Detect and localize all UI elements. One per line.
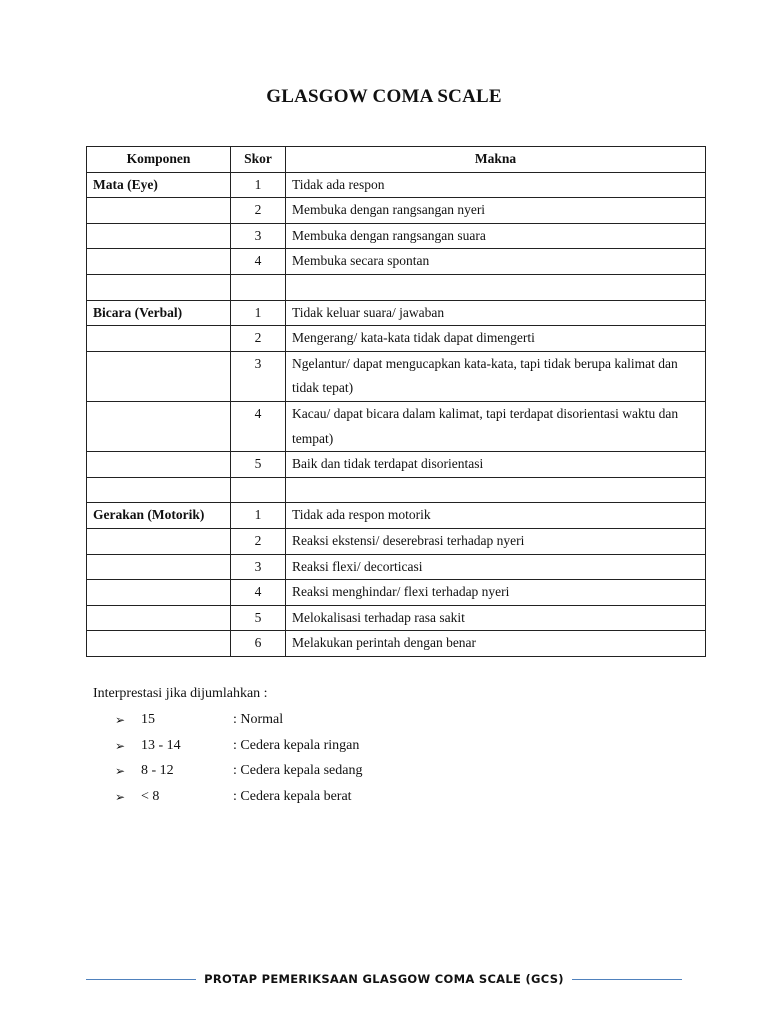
komponen-cell: Bicara (Verbal) xyxy=(87,300,231,326)
makna-cell: Tidak ada respon motorik xyxy=(286,503,706,529)
makna-cell: Ngelantur/ dapat mengucapkan kata-kata, tapi tidak berupa kalimat dan tidak tepat) xyxy=(286,351,706,401)
makna-cell: Reaksi flexi/ decorticasi xyxy=(286,554,706,580)
interpretation-item xyxy=(93,736,362,762)
arrow-bullet-icon: ➢ xyxy=(115,764,126,778)
makna-cell: Membuka dengan rangsangan suara xyxy=(286,223,706,249)
interpretation-list xyxy=(93,710,362,812)
skor-cell: 5 xyxy=(231,605,286,631)
footer-rule-right xyxy=(572,979,682,980)
komponen-cell xyxy=(87,401,231,451)
score-meaning: : Cedera kepala berat xyxy=(233,788,352,804)
skor-cell: 3 xyxy=(231,554,286,580)
table-body xyxy=(87,172,706,656)
skor-cell: 1 xyxy=(231,503,286,529)
komponen-cell xyxy=(87,528,231,554)
gcs-table xyxy=(86,146,706,657)
page-title: GLASGOW COMA SCALE xyxy=(266,86,502,107)
table-row xyxy=(87,172,706,198)
makna-cell: Reaksi menghindar/ flexi terhadap nyeri xyxy=(286,580,706,606)
skor-cell: 4 xyxy=(231,401,286,451)
skor-cell: 1 xyxy=(231,172,286,198)
table-row xyxy=(87,631,706,657)
table-row xyxy=(87,452,706,478)
interpretation-item xyxy=(93,787,362,813)
skor-cell: 2 xyxy=(231,326,286,352)
makna-cell: Melokalisasi terhadap rasa sakit xyxy=(286,605,706,631)
makna-cell: Reaksi ekstensi/ deserebrasi terhadap nyeri xyxy=(286,528,706,554)
table-row xyxy=(87,605,706,631)
score-meaning: : Cedera kepala ringan xyxy=(233,737,360,753)
makna-cell xyxy=(286,274,706,300)
table-row xyxy=(87,351,706,401)
interpretation-section xyxy=(93,685,362,812)
komponen-cell xyxy=(87,631,231,657)
komponen-cell xyxy=(87,554,231,580)
interpretation-heading: Interprestasi jika dijumlahkan : xyxy=(93,686,268,701)
skor-cell xyxy=(231,477,286,503)
table-row xyxy=(87,326,706,352)
score-meaning: : Normal xyxy=(233,712,284,727)
skor-cell: 6 xyxy=(231,631,286,657)
footer-text: PROTAP PEMERIKSAAN GLASGOW COMA SCALE (GCS) xyxy=(204,972,564,986)
table-row xyxy=(87,477,706,503)
page-footer xyxy=(86,972,682,986)
interpretation-item xyxy=(93,761,362,787)
table-header-row xyxy=(87,147,706,173)
score-range: 15 xyxy=(141,712,155,727)
header-komponen: Komponen xyxy=(87,147,231,173)
makna-cell: Membuka dengan rangsangan nyeri xyxy=(286,198,706,224)
makna-cell: Baik dan tidak terdapat disorientasi xyxy=(286,452,706,478)
score-range: < 8 xyxy=(141,788,160,804)
komponen-cell xyxy=(87,223,231,249)
makna-cell: Membuka secara spontan xyxy=(286,249,706,275)
skor-cell: 4 xyxy=(231,580,286,606)
komponen-cell xyxy=(87,326,231,352)
skor-cell xyxy=(231,274,286,300)
table-row xyxy=(87,198,706,224)
komponen-cell xyxy=(87,477,231,503)
skor-cell: 3 xyxy=(231,351,286,401)
skor-cell: 4 xyxy=(231,249,286,275)
makna-cell: Melakukan perintah dengan benar xyxy=(286,631,706,657)
footer-rule-left xyxy=(86,979,196,980)
header-skor: Skor xyxy=(231,147,286,173)
interpretation-item xyxy=(93,710,362,736)
arrow-bullet-icon: ➢ xyxy=(115,789,126,804)
arrow-bullet-icon: ➢ xyxy=(115,738,126,753)
makna-cell: Mengerang/ kata-kata tidak dapat dimengerti xyxy=(286,326,706,352)
komponen-cell: Mata (Eye) xyxy=(87,172,231,198)
komponen-cell: Gerakan (Motorik) xyxy=(87,503,231,529)
table-row xyxy=(87,528,706,554)
makna-cell: Tidak ada respon xyxy=(286,172,706,198)
table-row xyxy=(87,401,706,451)
table-row xyxy=(87,223,706,249)
table-row xyxy=(87,554,706,580)
table-row xyxy=(87,580,706,606)
table-row xyxy=(87,249,706,275)
skor-cell: 2 xyxy=(231,528,286,554)
komponen-cell xyxy=(87,452,231,478)
komponen-cell xyxy=(87,605,231,631)
makna-cell: Tidak keluar suara/ jawaban xyxy=(286,300,706,326)
skor-cell: 2 xyxy=(231,198,286,224)
komponen-cell xyxy=(87,198,231,224)
makna-cell: Kacau/ dapat bicara dalam kalimat, tapi terdapat disorientasi waktu dan tempat) xyxy=(286,401,706,451)
skor-cell: 1 xyxy=(231,300,286,326)
score-range: 8 - 12 xyxy=(141,763,174,778)
komponen-cell xyxy=(87,249,231,275)
table-row xyxy=(87,300,706,326)
komponen-cell xyxy=(87,351,231,401)
header-makna: Makna xyxy=(286,147,706,173)
table-row xyxy=(87,274,706,300)
score-meaning: : Cedera kepala sedang xyxy=(233,763,363,778)
makna-cell xyxy=(286,477,706,503)
skor-cell: 5 xyxy=(231,452,286,478)
komponen-cell xyxy=(87,274,231,300)
arrow-bullet-icon: ➢ xyxy=(115,713,126,727)
table-row xyxy=(87,503,706,529)
komponen-cell xyxy=(87,580,231,606)
skor-cell: 3 xyxy=(231,223,286,249)
score-range: 13 - 14 xyxy=(141,737,181,753)
